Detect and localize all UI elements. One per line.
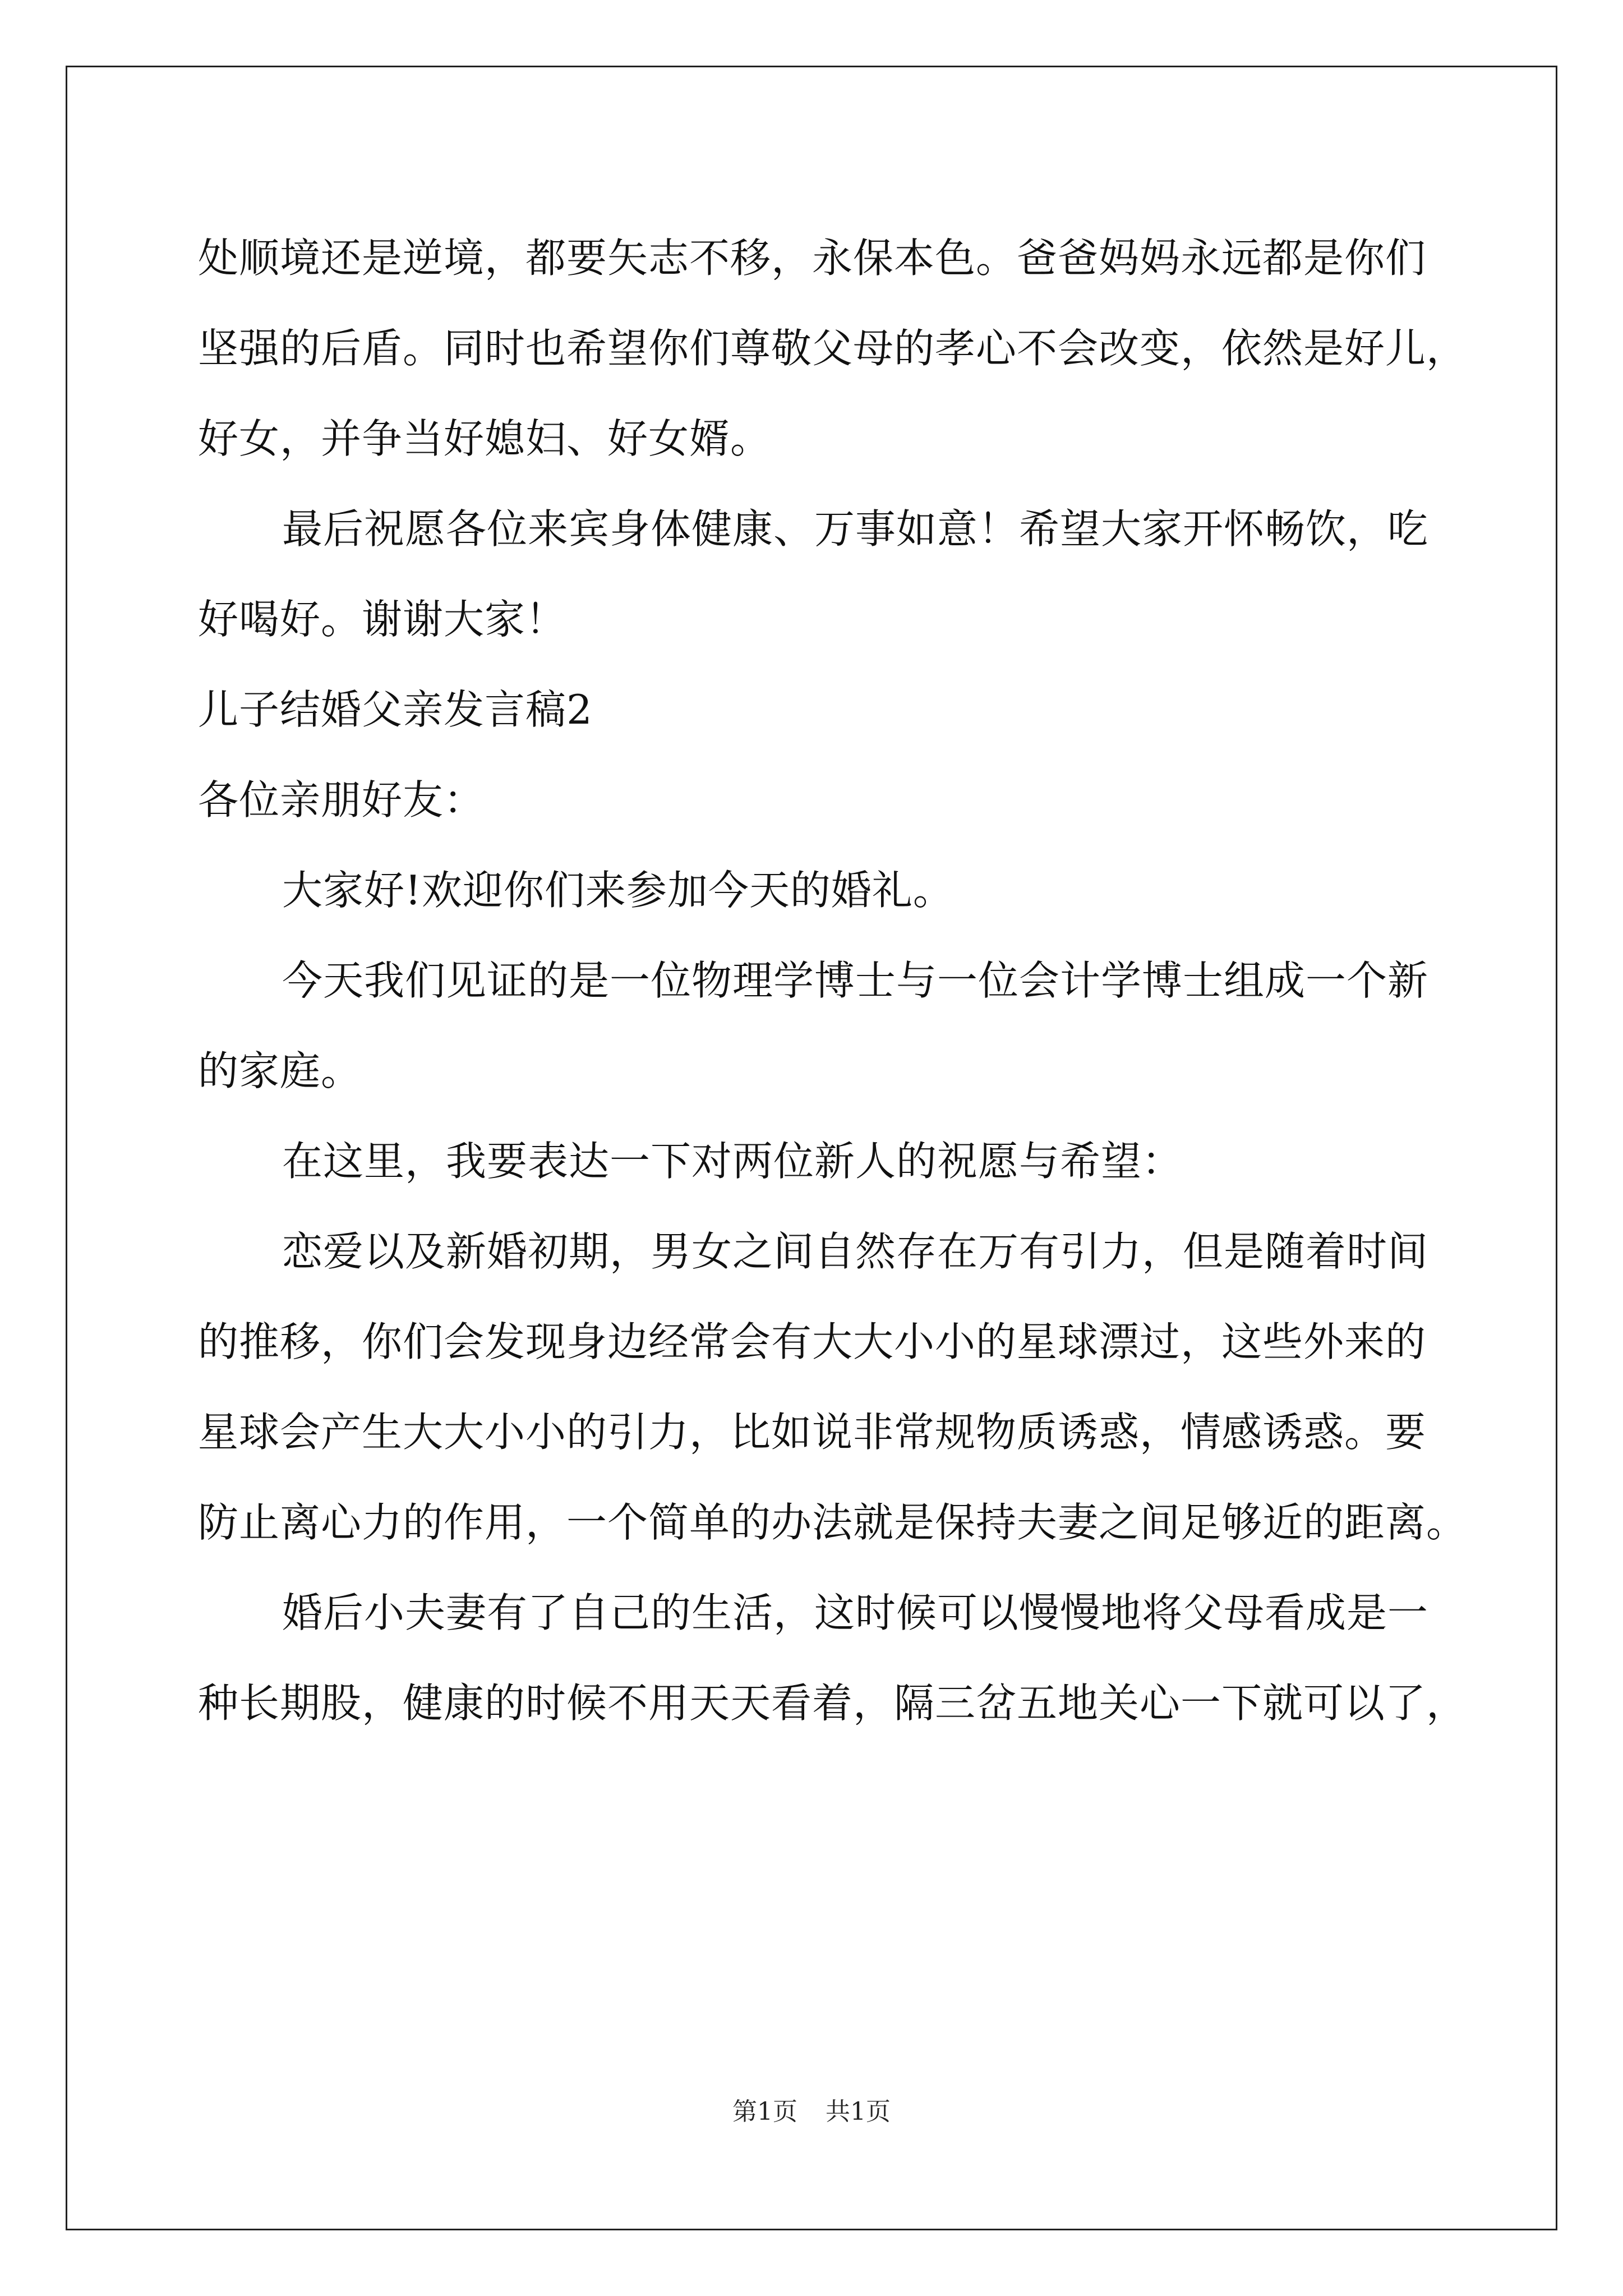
paragraph-line: 最后祝愿各位来宾身体健康、万事如意！希望大家开怀畅饮，吃 (282, 505, 1429, 553)
paragraph-line: 种长期股，健康的时候不用天天看着，隔三岔五地关心一下就可以了， (198, 1680, 1468, 1727)
page-number-current: 第1页 (732, 2097, 797, 2126)
paragraph-line: 防止离心力的作用，一个简单的办法就是保持夫妻之间足够近的距离。 (198, 1499, 1468, 1546)
paragraph-line: 恋爱以及新婚初期，男女之间自然存在万有引力，但是随着时间 (282, 1228, 1429, 1275)
document-body (198, 213, 1468, 1749)
salutation: 各位亲朋好友： (198, 776, 485, 823)
paragraph-line: 的家庭。 (198, 1047, 362, 1094)
paragraph-line: 大家好!欢迎你们来参加今天的婚礼。 (282, 867, 954, 914)
paragraph-line: 处顺境还是逆境，都要矢志不移，永保本色。爸爸妈妈永远都是你们 (198, 234, 1427, 282)
paragraph-line: 今天我们见证的是一位物理学博士与一位会计学博士组成一个新 (282, 957, 1429, 1004)
paragraph-line: 在这里，我要表达一下对两位新人的祝愿与希望： (282, 1138, 1183, 1185)
page-number-total: 共1页 (826, 2097, 891, 2126)
paragraph-line: 好女，并争当好媳妇、好女婿。 (198, 415, 772, 462)
paragraph-line: 婚后小夫妻有了自己的生活，这时候可以慢慢地将父母看成是一 (282, 1589, 1429, 1636)
paragraph-line: 星球会产生大大小小的引力，比如说非常规物质诱惑，情感诱惑。要 (198, 1409, 1427, 1456)
paragraph-line: 的推移，你们会发现身边经常会有大大小小的星球漂过，这些外来的 (198, 1318, 1427, 1365)
paragraph-line: 好喝好。谢谢大家！ (198, 596, 567, 643)
section-title: 儿子结婚父亲发言稿2 (198, 686, 593, 733)
paragraph-line: 坚强的后盾。同时也希望你们尊敬父母的孝心不会改变，依然是好儿， (198, 325, 1468, 372)
page-footer (0, 2095, 1623, 2129)
